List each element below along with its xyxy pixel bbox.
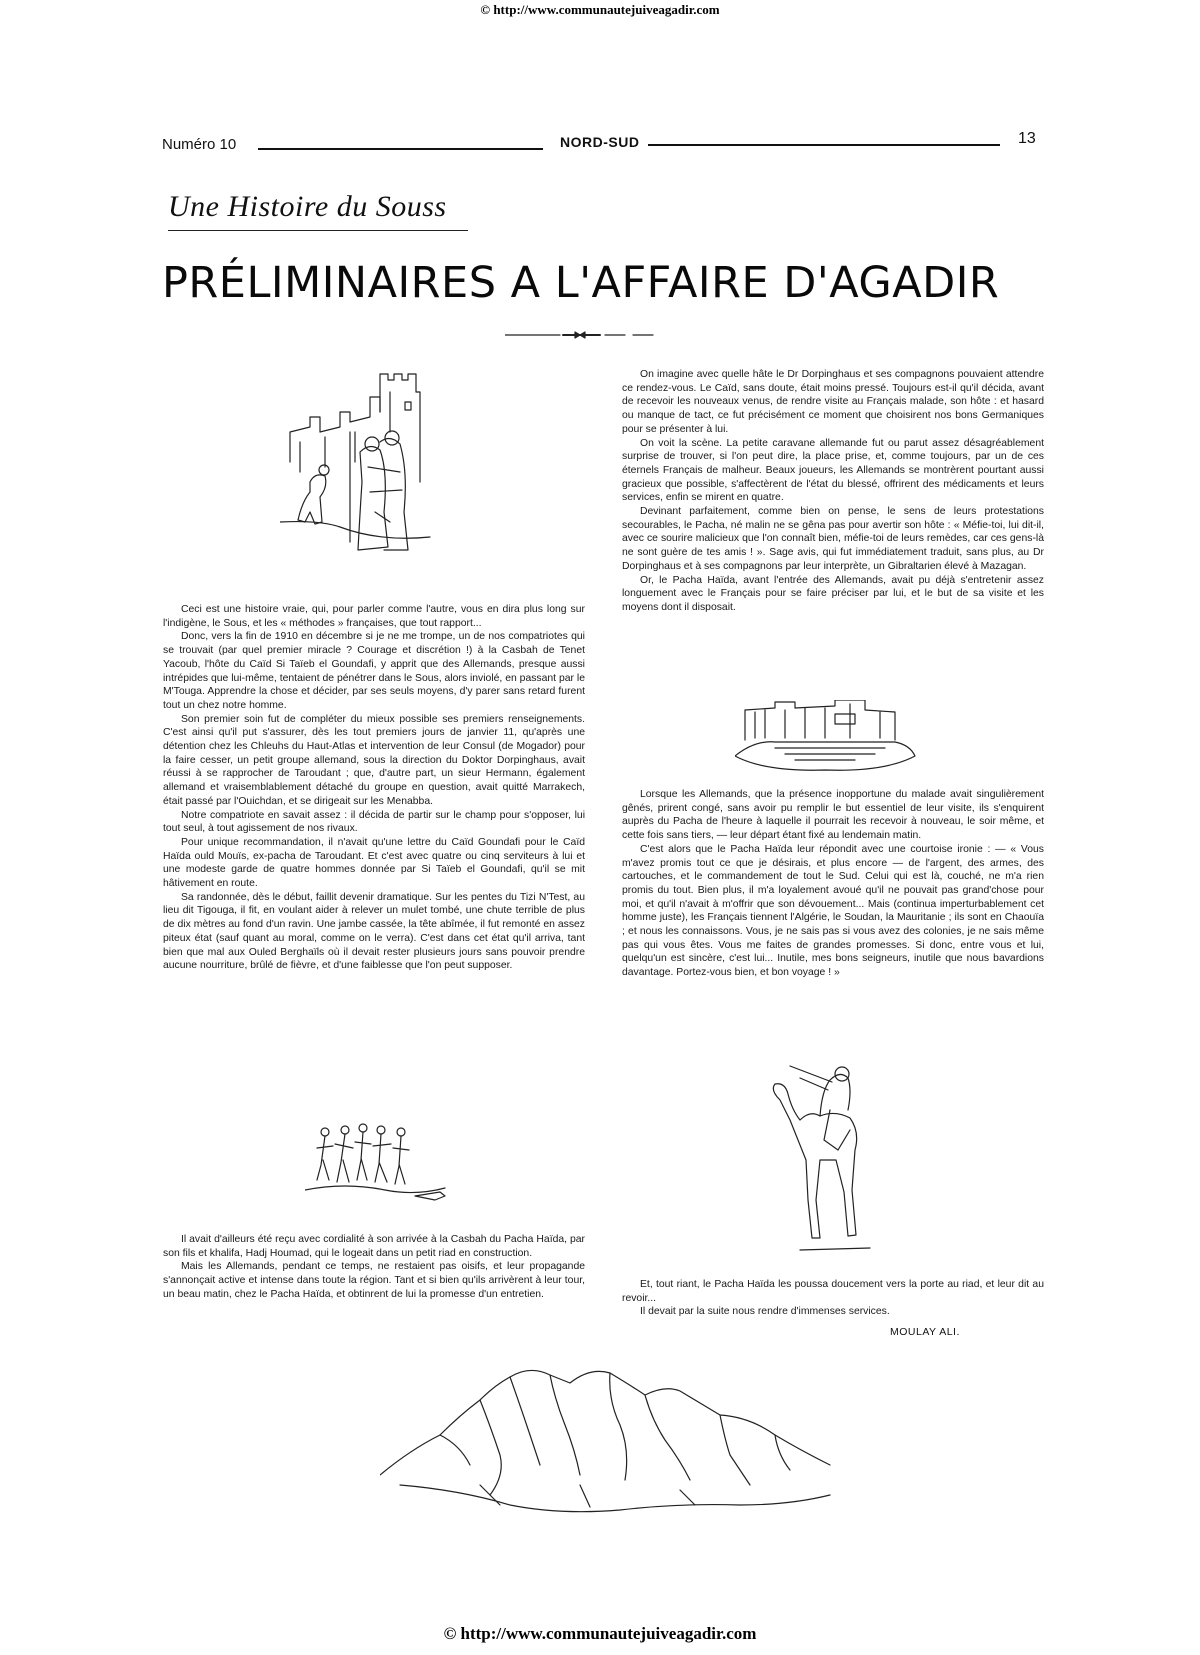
paragraph: Mais les Allemands, pendant ce temps, ne restaient pas oisifs, et leur propagande s'annonçait active et intense dans toute la région. Tant et si bien qu'ils arrivèrent à leur tour, un beau matin, chez le Pacha Haïda, et obtinrent de lui la promesse d'un entretien.	[163, 1261, 585, 1300]
watermark-bottom: © http://www.communautejuiveagadir.com	[443, 1624, 757, 1643]
paragraph: Il avait d'ailleurs été reçu avec cordialité à son arrivée à la Casbah du Pacha Haïda, par son fils et khalifa, Hadj Houmad, qui le logeait dans un petit riad en construction.	[163, 1234, 585, 1259]
camel-rider-illustration	[760, 1060, 900, 1260]
issue-number: Numéro 10	[162, 136, 237, 153]
header-rule-right	[648, 144, 1000, 146]
paragraph: Notre compatriote en savait assez : il décida de partir sur le champ pour s'opposer, lui tout seul, à tout agissement de nos rivaux.	[163, 809, 585, 835]
right-column-top	[622, 368, 1044, 615]
paragraph: Pour unique recommandation, il n'avait qu'une lettre du Caïd Goundafi pour le Caïd Haïda ould Mouïs, ex-pacha de Taroudant. Et c'est avec quatre ou cinq serviteurs à lui et une modeste garde de quatre hommes donnée par Si Taïeb el Goundafi, qu'il se mit hâtivement en route.	[163, 836, 585, 890]
watermark-top: © http://www.communautejuiveagadir.com	[480, 2, 720, 17]
paragraph: On imagine avec quelle hâte le Dr Dorpinghaus et ses compagnons pouvaient attendre ce rendez-vous. Le Caïd, sans doute, était moins pressé. Toujours est-il qu'il décida, avant de recevoir les nouveaux venus, de rendre visite au Français malade, son hôte : et hasard ou manque de tact, ce fut précisément ce moment que choisirent nos bons Germaniques pour se présenter à lui.	[622, 369, 1044, 435]
paragraph: Son premier soin fut de compléter du mieux possible ses premiers renseignements. C'est ainsi qu'il put s'assurer, dès les tout premiers jours de janvier 11, qu'après une détention chez les Chleuhs du Haut-Atlas et intervention de leur Consul (de Mogador) pour la faire cesser, un petit groupe allemand, sous la direction du Doktor Dorpinghaus, avait réussi à se rapprocher de Taroudant ; que, d'autre part, un sieur Hermann, également allemand et vraisemblablement détaché du groupe en question, avait quitté Marrakech, était passé par l'Ouichdan, et se dirigeait sur les Menabba.	[163, 713, 585, 807]
right-column-middle	[622, 788, 1044, 980]
paragraph: Sa randonnée, dès le début, faillit devenir dramatique. Sur les pentes du Tizi N'Test, au lieu dit Tigouga, il fit, en voulant aider à relever un mulet tombé, une chute terrible de plus de dix mètres au fond d'un ravin. Une jambe cassée, la tête abîmée, il fut remonté en assez piteux état (sauf quant au moral, comme on le verra). C'est dans cet état qu'il arriva, tant bien que mal aux Ouled Berghaïls où il devait rester plusieurs jours sans pouvoir prendre aucune nourriture, brûlé de fièvre, et d'une faiblesse que l'on peut supposer.	[163, 891, 585, 972]
fortress-illustration	[735, 700, 925, 780]
paragraph: Or, le Pacha Haïda, avant l'entrée des Allemands, avait pu déjà s'entretenir assez longuement avec le Français pour se faire préciser par lui, et le but de sa visite et les moyens dont il disposait.	[622, 574, 1044, 613]
author-signature: MOULAY ALI.	[890, 1326, 960, 1338]
paragraph: Lorsque les Allemands, que la présence inopportune du malade avait singulièrement gênés, prirent congé, sans avoir pu remplir le but essentiel de leur visite, ils s'enquirent auprès du Pacha de l'heure à laquelle il pourrait les recevoir à nouveau, le soir même, et cette fois sans tiers, — leur départ étant fixé au lendemain matin.	[622, 789, 1044, 842]
right-column-bottom	[622, 1278, 1044, 1319]
paragraph: Ceci est une histoire vraie, qui, pour parler comme l'autre, vous en dira plus long sur l'indigène, le Sous, et les « méthodes » françaises, que tout rapport...	[163, 604, 585, 629]
mountain-range-illustration	[380, 1355, 840, 1525]
paragraph: Donc, vers la fin de 1910 en décembre si je ne me trompe, un de nos compatriotes qui se trouvait (par quel premier miracle ? Courage et discrétion !) à la Casbah de Tenet Yacoub, l'hôte du Caïd Si Taïeb el Goundafi, y apprit que des Allemands, presque aussi intrépides que lui-même, tentaient de pénétrer dans le Sous, alors inviolé, en passant par le M'Touga. Apprendre la chose et décider, par ses seuls moyens, d'y parer sans retard furent tout un chez notre homme.	[163, 631, 585, 711]
left-column-top	[163, 603, 585, 973]
title-ornament-icon	[505, 328, 655, 342]
publication-name: NORD-SUD	[560, 134, 640, 150]
kasbah-figures-illustration	[280, 372, 480, 572]
article-title: PRÉLIMINAIRES A L'AFFAIRE D'AGADIR	[162, 258, 1000, 308]
page-number: 13	[1018, 130, 1036, 147]
header-rule-left	[258, 148, 543, 150]
paragraph: Devinant parfaitement, comme bien on pense, le sens de leurs protestations secourables, le Pacha, né malin ne se gêna pas pour avertir son hôte : « Méfie-toi, lui dit-il, avec ce sourire malicieux que l'on connaît bien, méfie-toi de leurs remèdes, car ces gens-là ne sont guère de tes amis ! ». Sage avis, qui fut immédiatement traduit, sans plus, au Dr Dorpinghaus et à ses compagnons par leur interprète, un Gibraltarien élevé à Mazagan.	[622, 506, 1044, 572]
paragraph: Il devait par la suite nous rendre d'immenses services.	[640, 1306, 890, 1318]
walking-group-illustration	[305, 1120, 455, 1210]
paragraph: Et, tout riant, le Pacha Haïda les poussa doucement vers la porte au riad, et leur dit au revoir...	[622, 1279, 1044, 1304]
left-column-bottom	[163, 1233, 585, 1302]
article-kicker: Une Histoire du Souss	[168, 190, 447, 223]
paragraph: C'est alors que le Pacha Haïda leur répondit avec une courtoise ironie : — « Vous m'avez promis tout ce que je désirais, et plus encore — de l'argent, des armes, des cartouches, et le commandement de tout le Sud. Celui qui est là, couché, ne m'a rien promis du tout. Bien plus, il m'a loyalement avoué qu'il ne pouvait pas grand'chose pour moi, et qu'il n'avait à m'offrir que son dévouement... Mais (continua imperturbablement cet homme juste), les Français tiennent l'Algérie, le Soudan, la Mauritanie ; ils sont en Chaouïa ; et nous les connaissons. Vous, je ne sais pas si vous avez des colonies, je ne sais même pas qui vous êtes. Vous me faites de grandes promesses. Si donc, entre vous et lui, quelqu'un est sincère, c'est lui... Inutile, mes bons seigneurs, inutile que nous bavardions davantage. Portez-vous bien, et bon voyage ! »	[622, 843, 1044, 979]
paragraph: On voit la scène. La petite caravane allemande fut ou parut assez désagréablement surprise de trouver, si l'on peut dire, la place prise, et, comme toujours, par un de ces éternels Français de malheur. Beaux joueurs, les Allemands se montrèrent pourtant aussi gracieux que possible, s'affectèrent de l'état du blessé, offrirent des médicaments et leurs services, enfin se mirent en quatre.	[622, 437, 1044, 504]
kicker-underline	[168, 230, 468, 231]
